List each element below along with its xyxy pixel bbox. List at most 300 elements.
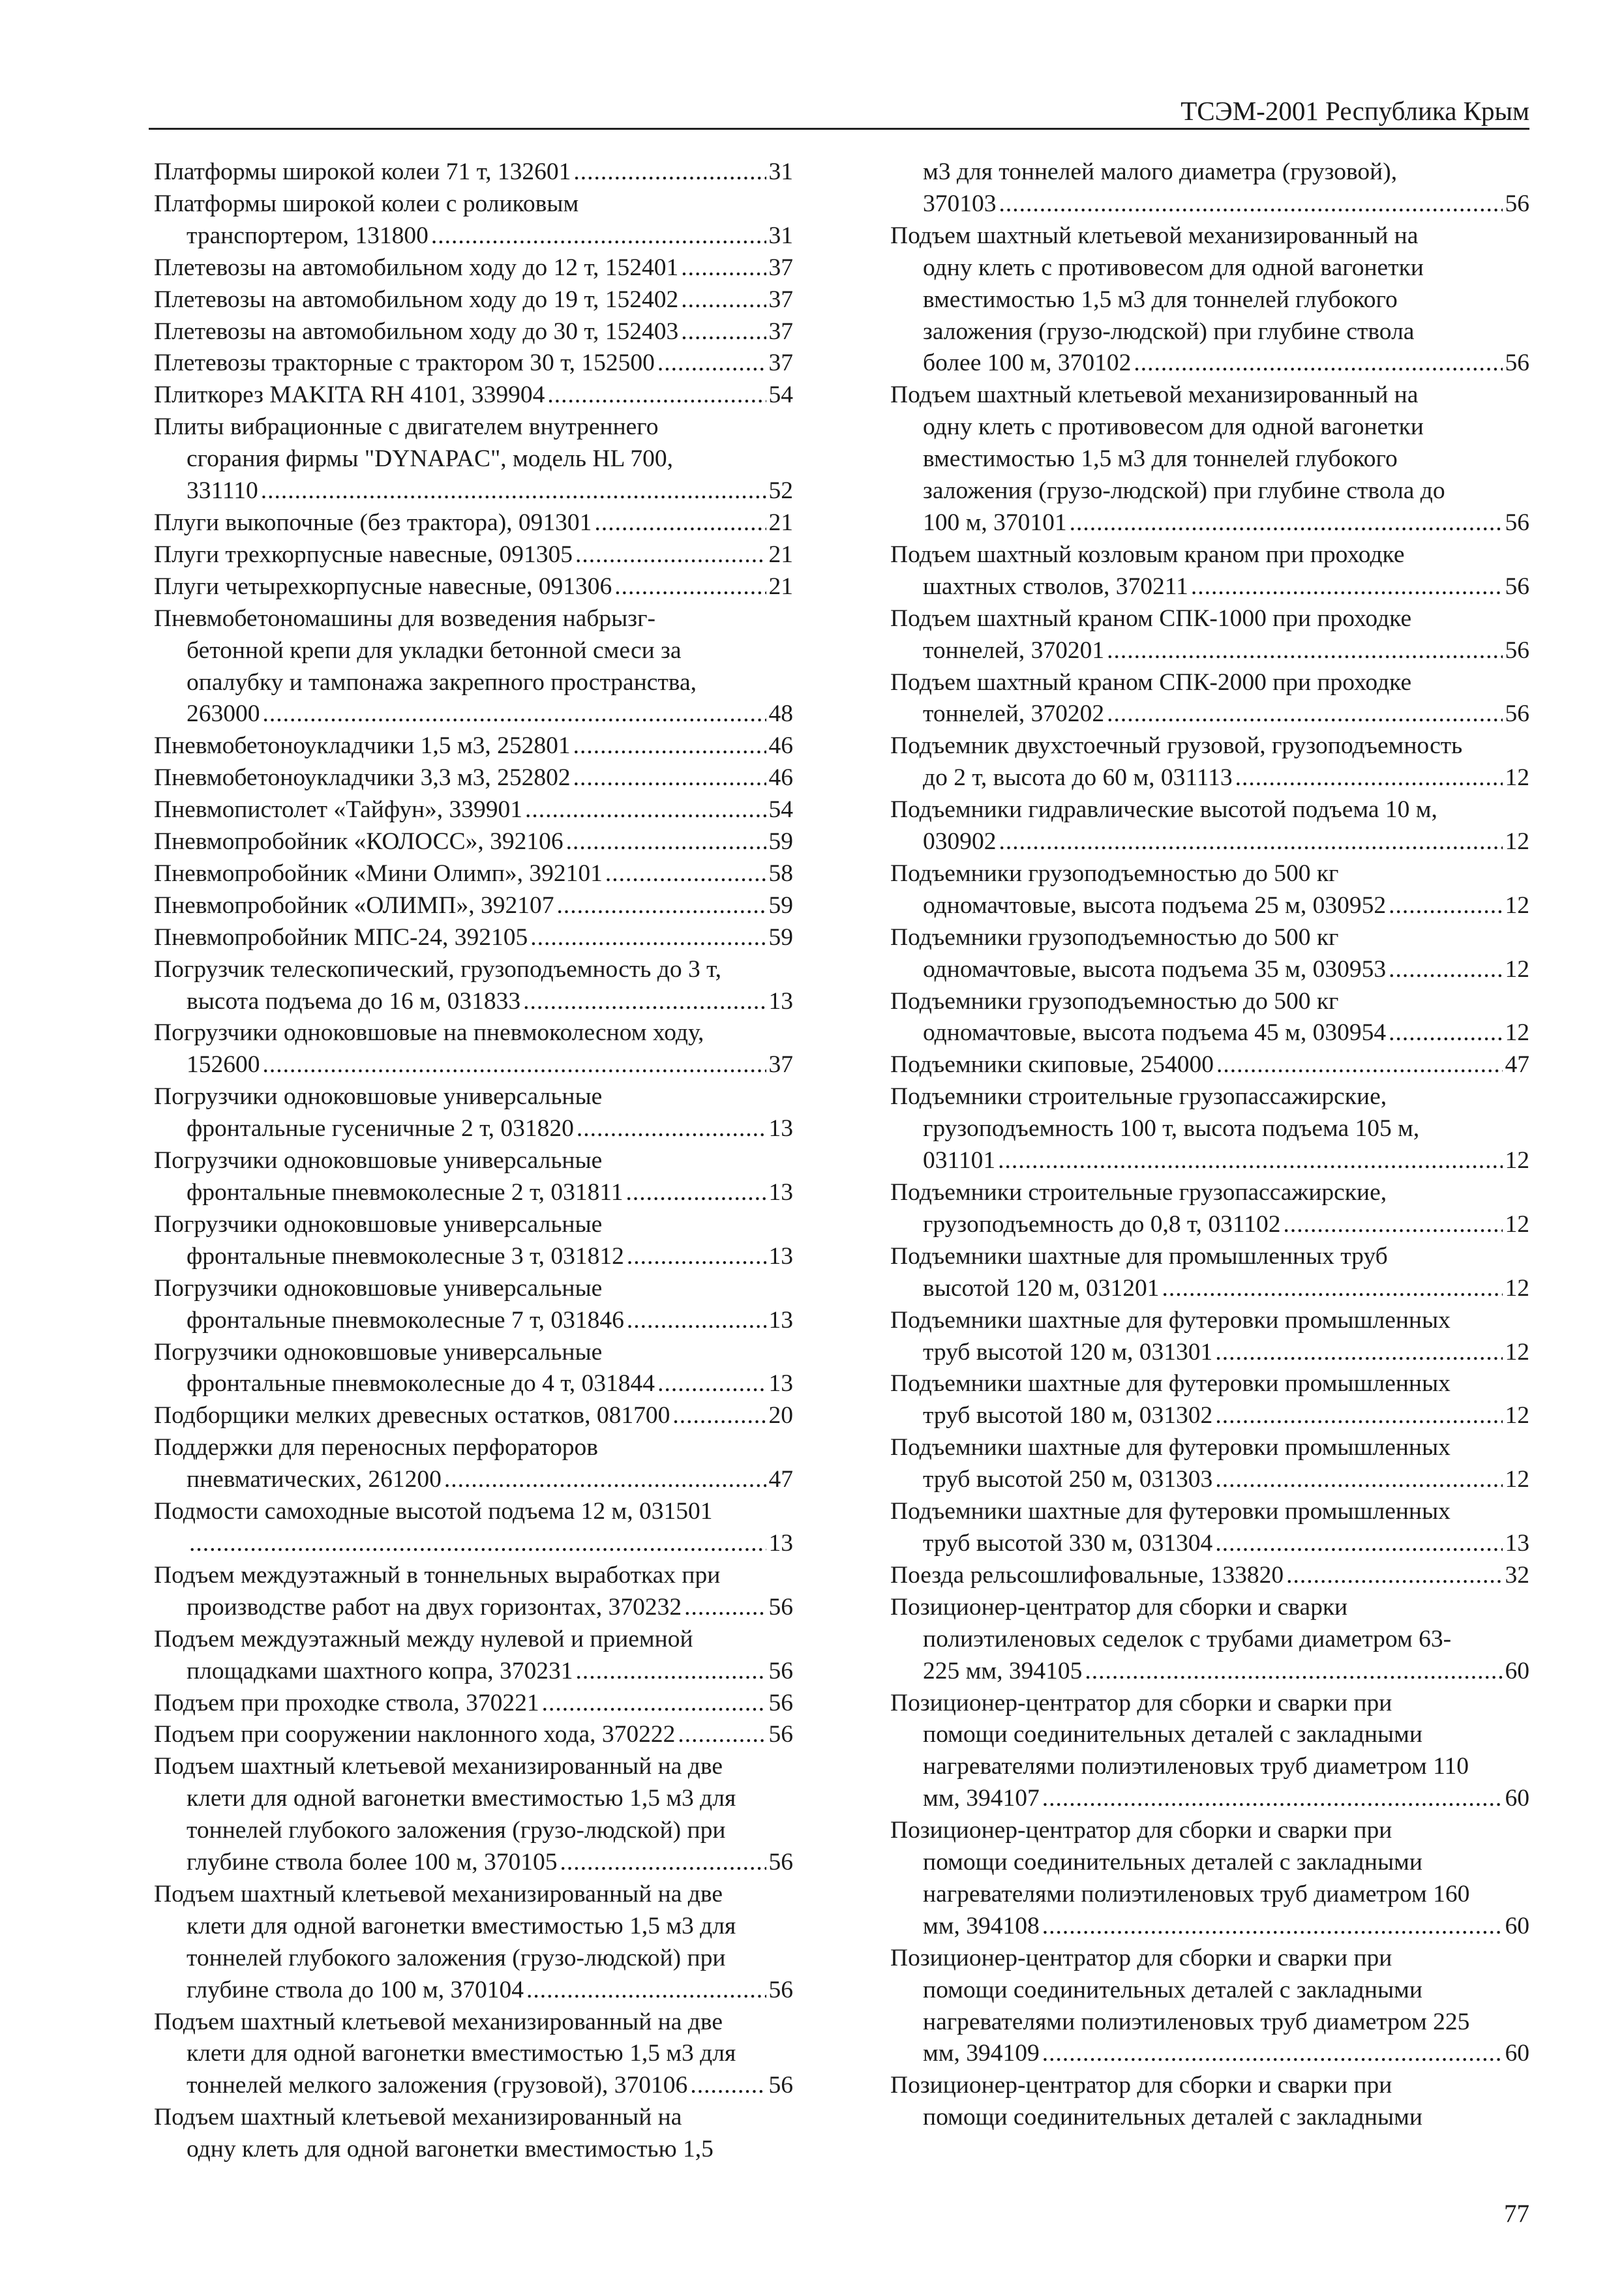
entry-line — [154, 1113, 793, 1145]
index-entry — [154, 1081, 793, 1145]
dot-leader — [681, 284, 766, 316]
entry-text: мм, 394109 — [923, 2040, 1040, 2067]
index-entry — [154, 1719, 793, 1751]
entry-line: помощи соединительных деталей с закладными — [923, 1721, 1422, 1748]
dot-leader — [681, 316, 766, 348]
entry-page-number: 47 — [1505, 1051, 1529, 1079]
entry-line — [890, 507, 1529, 539]
entry-line: тоннелей глубокого заложения (грузо-людской) при — [187, 1944, 726, 1971]
entry-text: мм, 394108 — [923, 1912, 1040, 1939]
entry-line — [890, 2038, 1529, 2070]
dot-leader — [1107, 635, 1502, 667]
entry-line: клети для одной вагонетки вместимостью 1,5 м3 для — [187, 1912, 736, 1939]
entry-line: Подмости самоходные высотой подъема 12 м, 031501 — [154, 1498, 713, 1525]
index-entry — [890, 1688, 1529, 1816]
entry-line: Подъемники шахтные для футеровки промышленных — [890, 1370, 1451, 1398]
index-entry — [890, 603, 1529, 667]
dot-leader — [594, 507, 766, 539]
entry-line: Подъем шахтный краном СПК-1000 при проходке — [890, 605, 1412, 632]
entry-page-number: 13 — [768, 1306, 793, 1334]
entry-line: Подъемники грузоподъемностью до 500 кг — [890, 860, 1339, 887]
dot-leader — [1215, 1400, 1502, 1432]
entry-text: Подъемники скиповые, 254000 — [890, 1051, 1214, 1079]
entry-text: Пневмобетоноукладчики 3,3 м3, 252802 — [154, 764, 571, 792]
entry-page-number: 12 — [1505, 1402, 1529, 1429]
entry-line: тоннелей глубокого заложения (грузо-людской) при — [187, 1817, 726, 1844]
dot-leader — [1042, 1783, 1503, 1815]
entry-text: пневматических, 261200 — [187, 1466, 442, 1493]
index-entry — [154, 954, 793, 1018]
entry-line — [154, 157, 793, 188]
entry-line — [890, 1656, 1529, 1688]
index-entry — [154, 284, 793, 316]
entry-line — [154, 1049, 793, 1081]
entry-line — [154, 252, 793, 284]
entry-page-number: 54 — [768, 382, 793, 409]
dot-leader — [566, 826, 766, 858]
entry-line: Подъем шахтный клетьевой механизированный на — [890, 382, 1419, 409]
entry-page-number: 56 — [768, 1976, 793, 2003]
entry-line — [154, 1305, 793, 1337]
dot-leader — [627, 1305, 766, 1337]
entry-text: труб высотой 330 м, 031304 — [923, 1529, 1213, 1557]
entry-line: м3 для тоннелей малого диаметра (грузовой), — [923, 158, 1398, 185]
entry-page-number: 13 — [768, 1370, 793, 1398]
entry-page-number: 56 — [768, 1689, 793, 1716]
index-entry — [154, 571, 793, 603]
dot-leader — [1070, 507, 1503, 539]
dot-leader — [1042, 1911, 1503, 1943]
index-entry — [154, 2102, 793, 2166]
dot-leader — [681, 252, 766, 284]
dot-leader — [1215, 1337, 1502, 1369]
entry-page-number: 13 — [768, 1115, 793, 1143]
index-entry — [154, 1017, 793, 1081]
entry-line: полиэтиленовых седелок с трубами диаметром 63- — [923, 1625, 1452, 1653]
entry-line: Подъем шахтный козловым краном при проходке — [890, 541, 1405, 568]
entry-text: глубине ствола более 100 м, 370105 — [187, 1849, 558, 1876]
entry-page-number: 56 — [1505, 509, 1529, 536]
entry-line — [154, 348, 793, 380]
entry-page-number: 54 — [768, 796, 793, 824]
entry-line — [154, 1528, 793, 1560]
index-entry — [154, 507, 793, 539]
entry-text: Плетевозы на автомобильном ходу до 19 т, 152402 — [154, 286, 679, 313]
entry-text: фронтальные пневмоколесные до 4 т, 031844 — [187, 1370, 655, 1398]
entry-text: 331110 — [187, 477, 258, 505]
entry-line: нагревателями полиэтиленовых труб диаметром 160 — [923, 1880, 1470, 1908]
entry-line: Погрузчики одноковшовые на пневмоколесном ходу, — [154, 1019, 704, 1047]
entry-line: Погрузчики одноковшовые универсальные — [154, 1210, 603, 1238]
entry-page-number: 56 — [1505, 636, 1529, 664]
entry-line — [154, 284, 793, 316]
entry-page-number: 59 — [768, 828, 793, 856]
index-column-left — [154, 157, 793, 2166]
entry-line — [154, 1975, 793, 2007]
entry-line: Подъемники шахтные для промышленных труб — [890, 1242, 1388, 1270]
index-entry — [890, 1368, 1529, 1432]
dot-leader — [573, 730, 766, 762]
entry-line: Позиционер-центратор для сборки и сварки при — [890, 1944, 1392, 1971]
entry-line: Плиты вибрационные с двигателем внутреннего — [154, 413, 659, 441]
entry-line: Подъемники грузоподъемностью до 500 кг — [890, 987, 1339, 1015]
dot-leader — [263, 1049, 766, 1081]
entry-line — [154, 2070, 793, 2102]
entry-line: Подъемник двухстоечный грузовой, грузоподъемность — [890, 732, 1463, 760]
entry-line: одну клеть с противовесом для одной вагонетки — [923, 413, 1424, 441]
entry-page-number: 58 — [768, 860, 793, 887]
entry-line: Пневмобетономашины для возведения набрызг- — [154, 605, 655, 632]
entry-text: 030902 — [923, 828, 997, 856]
entry-text: высота подъема до 16 м, 031833 — [187, 987, 521, 1015]
entry-text: Плуги выкопочные (без трактора), 091301 — [154, 509, 592, 536]
index-entry — [154, 1751, 793, 1879]
index-entry — [154, 1273, 793, 1337]
index-entry — [154, 1560, 793, 1624]
entry-page-number: 56 — [768, 1593, 793, 1621]
index-entry — [154, 922, 793, 954]
index-entry — [890, 157, 1529, 220]
entry-page-number: 56 — [1505, 190, 1529, 217]
entry-line — [890, 1911, 1529, 1943]
entry-text: площадками шахтного копра, 370231 — [187, 1657, 573, 1684]
entry-line — [890, 826, 1529, 858]
entry-text: тоннелей мелкого заложения (грузовой), 370106 — [187, 2072, 688, 2099]
dot-leader — [625, 1177, 766, 1209]
entry-line — [890, 1528, 1529, 1560]
entry-line — [154, 1464, 793, 1496]
dot-leader — [657, 348, 766, 380]
entry-line — [154, 826, 793, 858]
dot-leader — [605, 858, 766, 890]
entry-page-number: 46 — [768, 764, 793, 792]
index-entry — [154, 380, 793, 411]
entry-page-number: 56 — [768, 1657, 793, 1684]
entry-page-number: 32 — [1505, 1561, 1529, 1589]
entry-line — [154, 1241, 793, 1273]
entry-text: Плуги четырехкорпусные навесные, 091306 — [154, 573, 612, 600]
entry-line — [154, 1177, 793, 1209]
entry-text: грузоподъемность до 0,8 т, 031102 — [923, 1210, 1281, 1238]
entry-line: Подъемники грузоподъемностью до 500 кг — [890, 923, 1339, 951]
entry-text: 225 мм, 394105 — [923, 1657, 1083, 1684]
entry-page-number: 48 — [768, 700, 793, 728]
entry-page-number: 60 — [1505, 1657, 1529, 1684]
entry-line: Поддержки для переносных перфораторов — [154, 1434, 598, 1461]
dot-leader — [1286, 1560, 1502, 1592]
entry-line — [154, 571, 793, 603]
entry-line: Подъемники шахтные для футеровки промышленных — [890, 1498, 1451, 1525]
index-entry — [154, 1209, 793, 1273]
entry-line: Платформы широкой колеи с роликовым — [154, 190, 579, 217]
entry-page-number: 12 — [1505, 1147, 1529, 1174]
entry-line — [890, 1560, 1529, 1592]
index-entry — [154, 1337, 793, 1401]
index-entry — [890, 1241, 1529, 1305]
entry-line: Подъемники строительные грузопассажирские, — [890, 1083, 1387, 1111]
entry-line: Позиционер-центратор для сборки и сварки — [890, 1593, 1348, 1621]
entry-page-number: 56 — [768, 1721, 793, 1748]
dot-leader — [576, 1656, 766, 1688]
index-entry — [890, 1177, 1529, 1241]
dot-leader — [1389, 1017, 1502, 1049]
index-entry — [890, 730, 1529, 794]
entry-line — [890, 1049, 1529, 1081]
dot-leader — [998, 1145, 1502, 1177]
index-entry — [154, 890, 793, 922]
entry-line — [154, 1592, 793, 1624]
dot-leader — [1389, 890, 1502, 922]
entry-line — [890, 1400, 1529, 1432]
entry-line: Подъем междуэтажный между нулевой и приемной — [154, 1625, 693, 1653]
entry-text: Платформы широкой колеи 71 т, 132601 — [154, 158, 571, 185]
entry-line — [154, 698, 793, 730]
entry-line: помощи соединительных деталей с закладными — [923, 1976, 1422, 2003]
entry-page-number: 20 — [768, 1402, 793, 1429]
entry-text: Пневмопробойник «КОЛОСС», 392106 — [154, 828, 564, 856]
entry-text: Пневмопистолет «Тайфун», 339901 — [154, 796, 523, 824]
entry-line — [154, 380, 793, 411]
entry-text: тоннелей, 370202 — [923, 700, 1105, 728]
entry-line: одну клеть с противовесом для одной вагонетки — [923, 254, 1424, 281]
index-entry — [890, 1432, 1529, 1496]
entry-line: Подъем шахтный клетьевой механизированный на две — [154, 1753, 723, 1780]
document-title: ТСЭМ-2001 Республика Крым — [1180, 96, 1529, 126]
dot-leader — [1389, 954, 1502, 986]
entry-text: Подборщики мелких древесных остатков, 081700 — [154, 1402, 670, 1429]
entry-line: Позиционер-центратор для сборки и сварки при — [890, 1689, 1392, 1716]
entry-text: Плетевозы тракторные с трактором 30 т, 152500 — [154, 350, 655, 377]
entry-page-number: 60 — [1505, 2040, 1529, 2067]
entry-line: Подъемники шахтные для футеровки промышленных — [890, 1306, 1451, 1334]
entry-page-number: 56 — [1505, 700, 1529, 728]
entry-line: Подъем шахтный краном СПК-2000 при проходке — [890, 668, 1412, 696]
entry-line: Погрузчики одноковшовые универсальные — [154, 1338, 603, 1366]
entry-page-number: 60 — [1505, 1912, 1529, 1939]
entry-page-number: 12 — [1505, 1466, 1529, 1493]
entry-line — [154, 316, 793, 348]
entry-page-number: 56 — [768, 1849, 793, 1876]
entry-page-number: 37 — [768, 1051, 793, 1079]
entry-line: Подъем шахтный клетьевой механизированный на — [890, 222, 1419, 249]
entry-text: глубине ствола до 100 м, 370104 — [187, 1976, 524, 2003]
dot-leader — [1215, 1464, 1502, 1496]
entry-line — [154, 922, 793, 954]
entry-page-number: 60 — [1505, 1785, 1529, 1812]
dot-leader — [999, 826, 1503, 858]
entry-text: одномачтовые, высота подъема 45 м, 030954 — [923, 1019, 1387, 1047]
entry-page-number: 12 — [1505, 891, 1529, 919]
dot-leader — [999, 188, 1503, 220]
entry-text: 152600 — [187, 1051, 260, 1079]
entry-line — [154, 539, 793, 571]
entry-text: Пневмопробойник МПС-24, 392105 — [154, 923, 528, 951]
index-entry — [890, 667, 1529, 731]
entry-line — [890, 1783, 1529, 1815]
index-entry — [154, 1400, 793, 1432]
entry-line — [154, 1688, 793, 1720]
entry-line — [890, 635, 1529, 667]
entry-text: Плетевозы на автомобильном ходу до 12 т, 152401 — [154, 254, 679, 281]
entry-text: шахтных стволов, 370211 — [923, 573, 1188, 600]
entry-page-number: 13 — [768, 1179, 793, 1206]
entry-line — [154, 220, 793, 252]
dot-leader — [1216, 1049, 1503, 1081]
index-entry — [890, 922, 1529, 986]
dot-leader — [431, 220, 766, 252]
entry-text: Пневмопробойник «ОЛИМП», 392107 — [154, 891, 554, 919]
index-entry — [154, 2007, 793, 2102]
entry-line — [154, 1847, 793, 1879]
dot-leader — [1042, 2038, 1503, 2070]
entry-text: 263000 — [187, 700, 260, 728]
entry-line: клети для одной вагонетки вместимостью 1,5 м3 для — [187, 2040, 736, 2067]
entry-text: Плиткорез MAKITA RH 4101, 339904 — [154, 382, 545, 409]
entry-page-number: 13 — [768, 987, 793, 1015]
dot-leader — [577, 1113, 766, 1145]
index-entry — [154, 794, 793, 826]
entry-line: заложения (грузо-людской) при глубине ствола — [923, 318, 1415, 345]
entry-text: фронтальные гусеничные 2 т, 031820 — [187, 1115, 574, 1143]
dot-leader — [573, 762, 766, 794]
dot-leader — [627, 1241, 766, 1273]
entry-text: одномачтовые, высота подъема 35 м, 030953 — [923, 955, 1387, 983]
dot-leader — [690, 2070, 766, 2102]
entry-line: Подъемники гидравлические высотой подъема 10 м, — [890, 796, 1437, 824]
entry-line: нагревателями полиэтиленовых труб диаметром 225 — [923, 2008, 1470, 2035]
header-rule — [149, 128, 1529, 130]
index-entry — [154, 157, 793, 188]
entry-page-number: 56 — [1505, 573, 1529, 600]
entry-line — [154, 730, 793, 762]
dot-leader — [1134, 348, 1502, 380]
dot-leader — [1085, 1656, 1502, 1688]
entry-line: Погрузчики одноковшовые универсальные — [154, 1147, 603, 1174]
entry-line — [890, 1464, 1529, 1496]
entry-text: 100 м, 370101 — [923, 509, 1067, 536]
index-entry — [890, 1081, 1529, 1177]
entry-page-number: 37 — [768, 350, 793, 377]
entry-text: Поезда рельсошлифовальные, 133820 — [890, 1561, 1284, 1589]
dot-leader — [657, 1368, 766, 1400]
entry-line — [890, 890, 1529, 922]
index-entry — [154, 730, 793, 762]
entry-text: одномачтовые, высота подъема 25 м, 030952 — [923, 891, 1387, 919]
entry-page-number: 37 — [768, 286, 793, 313]
entry-text: Подъем при проходке ствола, 370221 — [154, 1689, 539, 1716]
entry-text: Плуги трехкорпусные навесные, 091305 — [154, 541, 573, 568]
entry-line — [890, 348, 1529, 380]
entry-line — [890, 698, 1529, 730]
entry-page-number: 12 — [1505, 1210, 1529, 1238]
entry-page-number: 21 — [768, 573, 793, 600]
entry-line: Подъемники строительные грузопассажирские, — [890, 1179, 1387, 1206]
index-entry — [154, 188, 793, 252]
dot-leader — [1215, 1528, 1502, 1560]
entry-text: тоннелей, 370201 — [923, 636, 1105, 664]
dot-leader — [547, 380, 766, 411]
entry-line — [154, 1400, 793, 1432]
entry-line — [890, 571, 1529, 603]
entry-text: Пневмобетоноукладчики 1,5 м3, 252801 — [154, 732, 571, 760]
dot-leader — [1191, 571, 1503, 603]
index-entry — [154, 411, 793, 507]
index-entry — [890, 1943, 1529, 2071]
dot-leader — [1107, 698, 1502, 730]
dot-leader — [530, 922, 766, 954]
entry-page-number: 59 — [768, 891, 793, 919]
dot-leader — [444, 1464, 766, 1496]
entry-line: клети для одной вагонетки вместимостью 1,5 м3 для — [187, 1785, 736, 1812]
dot-leader — [614, 571, 766, 603]
index-entry — [154, 826, 793, 858]
index-entry — [154, 1624, 793, 1688]
entry-line — [154, 858, 793, 890]
entry-text: Плетевозы на автомобильном ходу до 30 т, 152403 — [154, 318, 679, 345]
entry-line: заложения (грузо-людской) при глубине ствола до — [923, 477, 1445, 505]
entry-text: фронтальные пневмоколесные 2 т, 031811 — [187, 1179, 624, 1206]
entry-text: труб высотой 250 м, 031303 — [923, 1466, 1213, 1493]
index-entry — [890, 986, 1529, 1050]
entry-line: Позиционер-центратор для сборки и сварки при — [890, 2072, 1392, 2099]
index-entry — [154, 762, 793, 794]
entry-text: Подъем при сооружении наклонного хода, 370222 — [154, 1721, 676, 1748]
entry-line — [154, 475, 793, 507]
entry-text: фронтальные пневмоколесные 7 т, 031846 — [187, 1306, 624, 1334]
dot-leader — [678, 1719, 766, 1751]
entry-line: одну клеть для одной вагонетки вместимостью 1,5 — [187, 2136, 714, 2163]
entry-line — [154, 890, 793, 922]
index-entry — [890, 1560, 1529, 1592]
dot-leader — [261, 475, 766, 507]
entry-line: Позиционер-центратор для сборки и сварки при — [890, 1817, 1392, 1844]
entry-text: мм, 394107 — [923, 1785, 1040, 1812]
dot-leader — [189, 1528, 766, 1560]
dot-leader — [684, 1592, 766, 1624]
entry-line: Подъем шахтный клетьевой механизированный на — [154, 2104, 682, 2131]
entry-page-number: 12 — [1505, 828, 1529, 856]
entry-page-number: 21 — [768, 541, 793, 568]
entry-text: высотой 120 м, 031201 — [923, 1274, 1160, 1302]
entry-line — [890, 188, 1529, 220]
entry-page-number: 59 — [768, 923, 793, 951]
entry-page-number: 13 — [768, 1529, 793, 1557]
entry-line: помощи соединительных деталей с закладными — [923, 1849, 1422, 1876]
entry-line: сгорания фирмы "DYNAPAC", модель HL 700, — [187, 445, 673, 473]
entry-line: помощи соединительных деталей с закладными — [923, 2104, 1422, 2131]
dot-leader — [672, 1400, 766, 1432]
page-number: 77 — [1504, 2200, 1529, 2228]
index-entry — [890, 1049, 1529, 1081]
entry-page-number: 31 — [768, 222, 793, 249]
index-entry — [154, 539, 793, 571]
dot-leader — [1162, 1273, 1503, 1305]
entry-page-number: 56 — [768, 2072, 793, 2099]
entry-text: производстве работ на двух горизонтах, 370232 — [187, 1593, 682, 1621]
entry-text: до 2 т, высота до 60 м, 031113 — [923, 764, 1233, 792]
entry-page-number: 37 — [768, 318, 793, 345]
dot-leader — [575, 539, 766, 571]
entry-line — [154, 1719, 793, 1751]
entry-page-number: 12 — [1505, 764, 1529, 792]
entry-text: труб высотой 120 м, 031301 — [923, 1338, 1213, 1366]
entry-line: Погрузчики одноковшовые универсальные — [154, 1083, 603, 1111]
index-entry — [890, 380, 1529, 539]
dot-leader — [263, 698, 766, 730]
entry-line — [154, 507, 793, 539]
entry-page-number: 37 — [768, 254, 793, 281]
index-entry — [154, 252, 793, 284]
